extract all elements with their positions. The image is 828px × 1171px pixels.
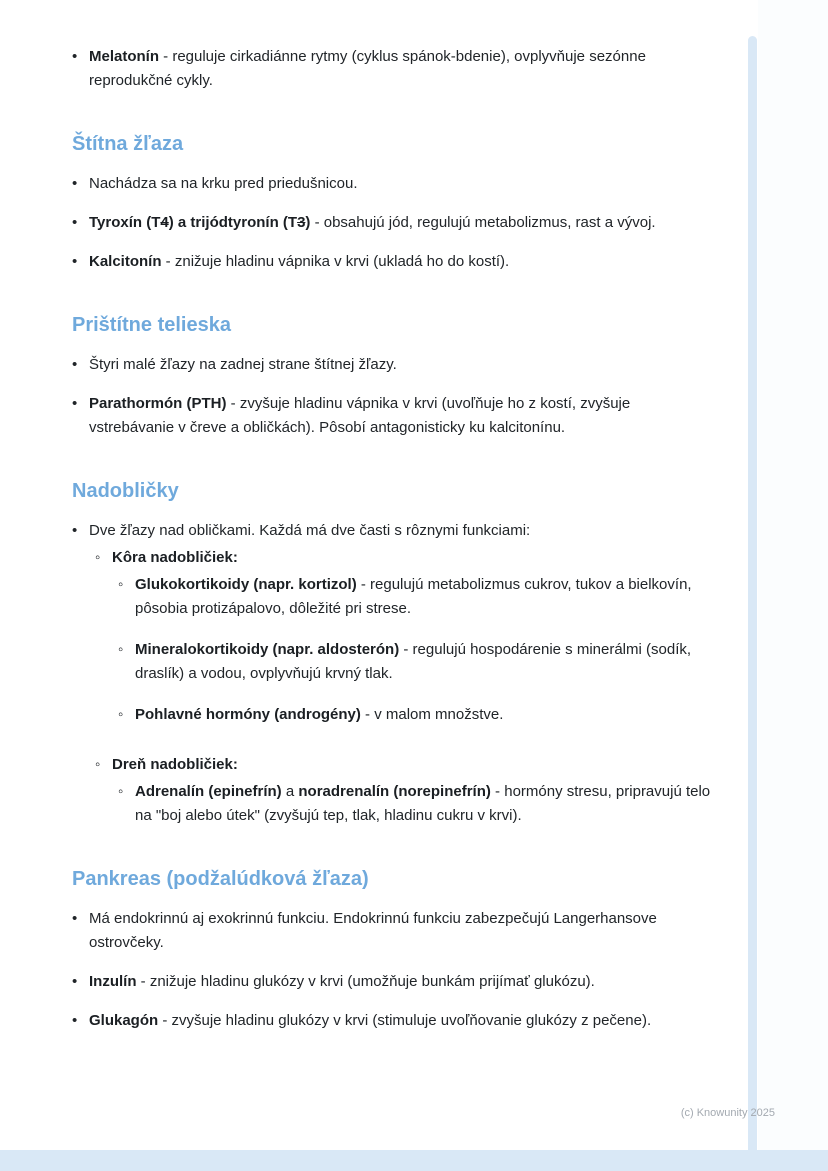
list-item-text: Mineralokortikoidy (napr. aldosterón) - regulujú hospodárenie s minerálmi (sodík, draslík) a vodou, ovplyvňujú krvný tlak. — [135, 641, 692, 682]
bullet-list — [118, 780, 716, 828]
copyright-notice: (c) Knowunity 2025 — [680, 1107, 775, 1119]
bullet-list — [72, 907, 716, 1033]
list-item-text: Adrenalín (epinefrín) a noradrenalín (norepinefrín) - hormóny stresu, pripravujú telo na "boj alebo útek" (zvyšujú tep, tlak, hladinu cukru v krvi). — [135, 783, 711, 824]
list-item — [72, 519, 716, 828]
list-item — [72, 211, 716, 235]
list-item-text: Pohlavné hormóny (androgény) - v malom množstve. — [135, 706, 504, 723]
bullet-list — [95, 546, 716, 828]
list-item-text: Dreň nadobličiek: — [112, 756, 238, 773]
list-item — [72, 907, 716, 955]
page-right-gutter — [758, 0, 828, 1171]
section-heading: Prištítne telieska — [72, 314, 231, 336]
list-item-text: Kôra nadobličiek: — [112, 549, 238, 566]
list-item — [72, 353, 716, 377]
bullet-marker: • — [72, 1012, 78, 1029]
list-item-text: Kalcitonín - znižuje hladinu vápnika v krvi (ukladá ho do kostí). — [89, 253, 510, 270]
list-item-text: Tyroxín (T4) a trijódtyronín (T3) - obsahujú jód, regulujú metabolizmus, rast a vývoj. — [89, 214, 656, 231]
section-heading: Nadobličky — [72, 480, 179, 502]
bullet-list — [72, 172, 716, 274]
bullet-marker: • — [72, 214, 78, 231]
bullet-marker: ◦ — [118, 576, 124, 593]
list-item — [72, 1009, 716, 1033]
bullet-marker: • — [72, 48, 78, 65]
bullet-list — [72, 519, 716, 828]
bullet-marker: • — [72, 522, 78, 539]
list-item-text: Glukokortikoidy (napr. kortizol) - regulujú metabolizmus cukrov, tukov a bielkovín, pôsobia protizápalovo, dôležité pri strese. — [135, 576, 692, 617]
bullet-list — [72, 353, 716, 440]
bullet-marker: ◦ — [95, 756, 101, 773]
section-heading: Pankreas (podžalúdková žľaza) — [72, 868, 369, 890]
bullet-marker: ◦ — [118, 783, 124, 800]
list-item-text: Štyri malé žľazy na zadnej strane štítnej žľazy. — [89, 356, 397, 373]
list-item — [118, 780, 716, 828]
bullet-marker: ◦ — [95, 549, 101, 566]
list-item — [95, 753, 716, 828]
list-item — [72, 250, 716, 274]
bullet-marker: • — [72, 910, 78, 927]
bullet-marker: • — [72, 356, 78, 373]
bullet-marker: ◦ — [118, 706, 124, 723]
list-item — [72, 970, 716, 994]
list-item — [95, 546, 716, 727]
list-item — [72, 45, 716, 93]
list-item — [118, 703, 716, 727]
list-item — [72, 392, 716, 440]
bullet-marker: • — [72, 175, 78, 192]
list-item-text: Parathormón (PTH) - zvyšuje hladinu vápnika v krvi (uvoľňuje ho z kostí, zvyšuje vstrebávanie v čreve a obličkách). Pôsobí antagonisticky ku kalcitonínu. — [89, 395, 631, 436]
bullet-marker: ◦ — [118, 641, 124, 658]
list-item-text: Melatonín - reguluje cirkadiánne rytmy (cyklus spánok-bdenie), ovplyvňuje sezónne reprodukčné cykly. — [89, 48, 646, 89]
list-item-text: Glukagón - zvyšuje hladinu glukózy v krvi (stimuluje uvoľňovanie glukózy z pečene). — [89, 1012, 652, 1029]
bullet-list — [118, 573, 716, 727]
bullet-marker: • — [72, 973, 78, 990]
list-item-text: Má endokrinnú aj exokrinnú funkciu. Endokrinnú funkciu zabezpečujú Langerhansove ostrovčeky. — [89, 910, 657, 951]
bullet-list — [72, 45, 716, 93]
section-heading: Štítna žľaza — [72, 133, 184, 155]
list-item — [118, 573, 716, 621]
bullet-marker: • — [72, 253, 78, 270]
document-content — [72, 45, 716, 1033]
bullet-marker: • — [72, 395, 78, 412]
page-bottom-band — [0, 1150, 828, 1171]
list-item-text: Dve žľazy nad obličkami. Každá má dve časti s rôznymi funkciami: — [89, 522, 531, 539]
list-item — [118, 638, 716, 686]
list-item-text: Inzulín - znižuje hladinu glukózy v krvi (umožňuje bunkám prijímať glukózu). — [89, 973, 595, 990]
list-item-text: Nachádza sa na krku pred priedušnicou. — [89, 175, 358, 192]
list-item — [72, 172, 716, 196]
